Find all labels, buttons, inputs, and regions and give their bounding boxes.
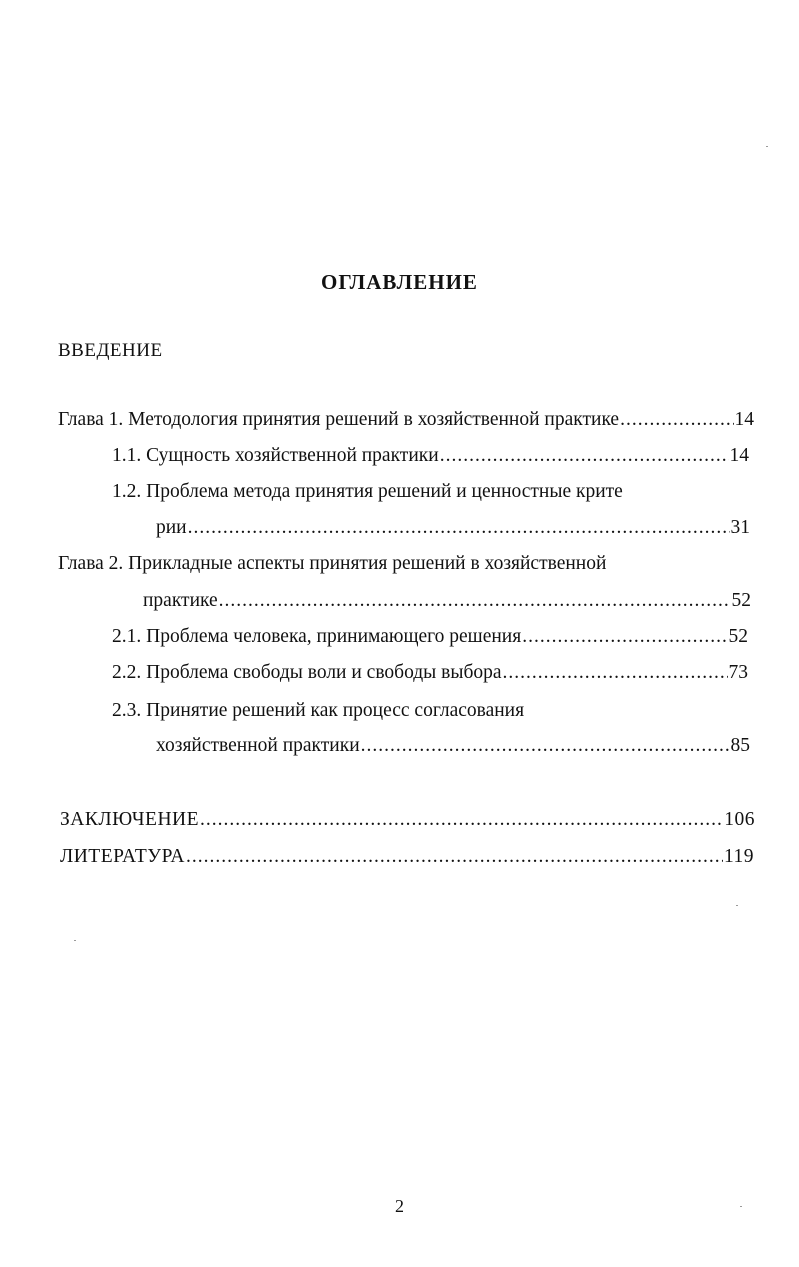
toc-entry-title: 2.2. Проблема свободы воли и свободы выбора	[112, 662, 502, 683]
toc-entry-section-1-1	[112, 442, 749, 470]
page-title: ОГЛАВЛЕНИЕ	[321, 270, 478, 294]
toc-entry-chapter-1	[58, 406, 754, 434]
toc-leader-dots	[186, 843, 723, 871]
toc-leader-dots	[200, 806, 723, 834]
toc-entry-title: 2.1. Проблема человека, принимающего решения	[112, 626, 522, 647]
toc-entry-section-1-2-line1: 1.2. Проблема метода принятия решений и ценностные крите	[112, 481, 623, 502]
toc-entry-title: Глава 1. Методология принятия решений в хозяйственной практике	[58, 409, 620, 430]
toc-entry-section-2-1	[112, 623, 748, 651]
scan-speck	[736, 905, 738, 906]
scan-speck	[74, 940, 76, 941]
toc-entry-title: ЗАКЛЮЧЕНИЕ	[60, 809, 200, 830]
toc-entry-title: практике	[143, 590, 218, 611]
toc-entry-page: 52	[728, 626, 748, 647]
toc-entry-title: ЛИТЕРАТУРА	[60, 846, 185, 867]
toc-intro: ВВЕДЕНИЕ	[58, 340, 163, 361]
toc-entry-section-1-2-line2	[156, 514, 750, 542]
toc-entry-title: хозяйственной практики	[156, 735, 360, 756]
toc-leader-dots	[361, 732, 730, 760]
toc-entry-title: рии	[156, 517, 187, 538]
toc-entry-page: 52	[731, 590, 751, 611]
toc-entry-section-2-3-line1: 2.3. Принятие решений как процесс согласования	[112, 700, 525, 721]
toc-entry-page: 106	[724, 809, 755, 830]
toc-entry-page: 14	[734, 409, 754, 430]
toc-entry-page: 119	[723, 846, 754, 867]
scan-speck	[740, 1206, 742, 1207]
toc-entry-page: 73	[728, 662, 748, 683]
toc-leader-dots	[188, 514, 730, 542]
toc-leader-dots	[522, 623, 727, 651]
toc-leader-dots	[440, 442, 729, 470]
scan-speck	[766, 146, 768, 147]
toc-entry-conclusion	[60, 806, 755, 834]
toc-entry-section-2-3-line2	[156, 732, 750, 760]
toc-entry-page: 85	[730, 735, 750, 756]
toc-entry-page: 31	[730, 517, 750, 538]
page-number: 2	[395, 1196, 404, 1216]
toc-entry-section-2-2	[112, 659, 748, 687]
toc-entry-chapter-2-line2	[143, 587, 751, 615]
toc-entry-title: 1.1. Сущность хозяйственной практики	[112, 445, 439, 466]
toc-leader-dots	[620, 406, 733, 434]
toc-entry-literature	[60, 843, 754, 871]
toc-entry-page: 14	[729, 445, 749, 466]
toc-leader-dots	[219, 587, 731, 615]
toc-leader-dots	[503, 659, 728, 687]
toc-entry-chapter-2-line1: Глава 2. Прикладные аспекты принятия решений в хозяйственной	[58, 553, 607, 574]
